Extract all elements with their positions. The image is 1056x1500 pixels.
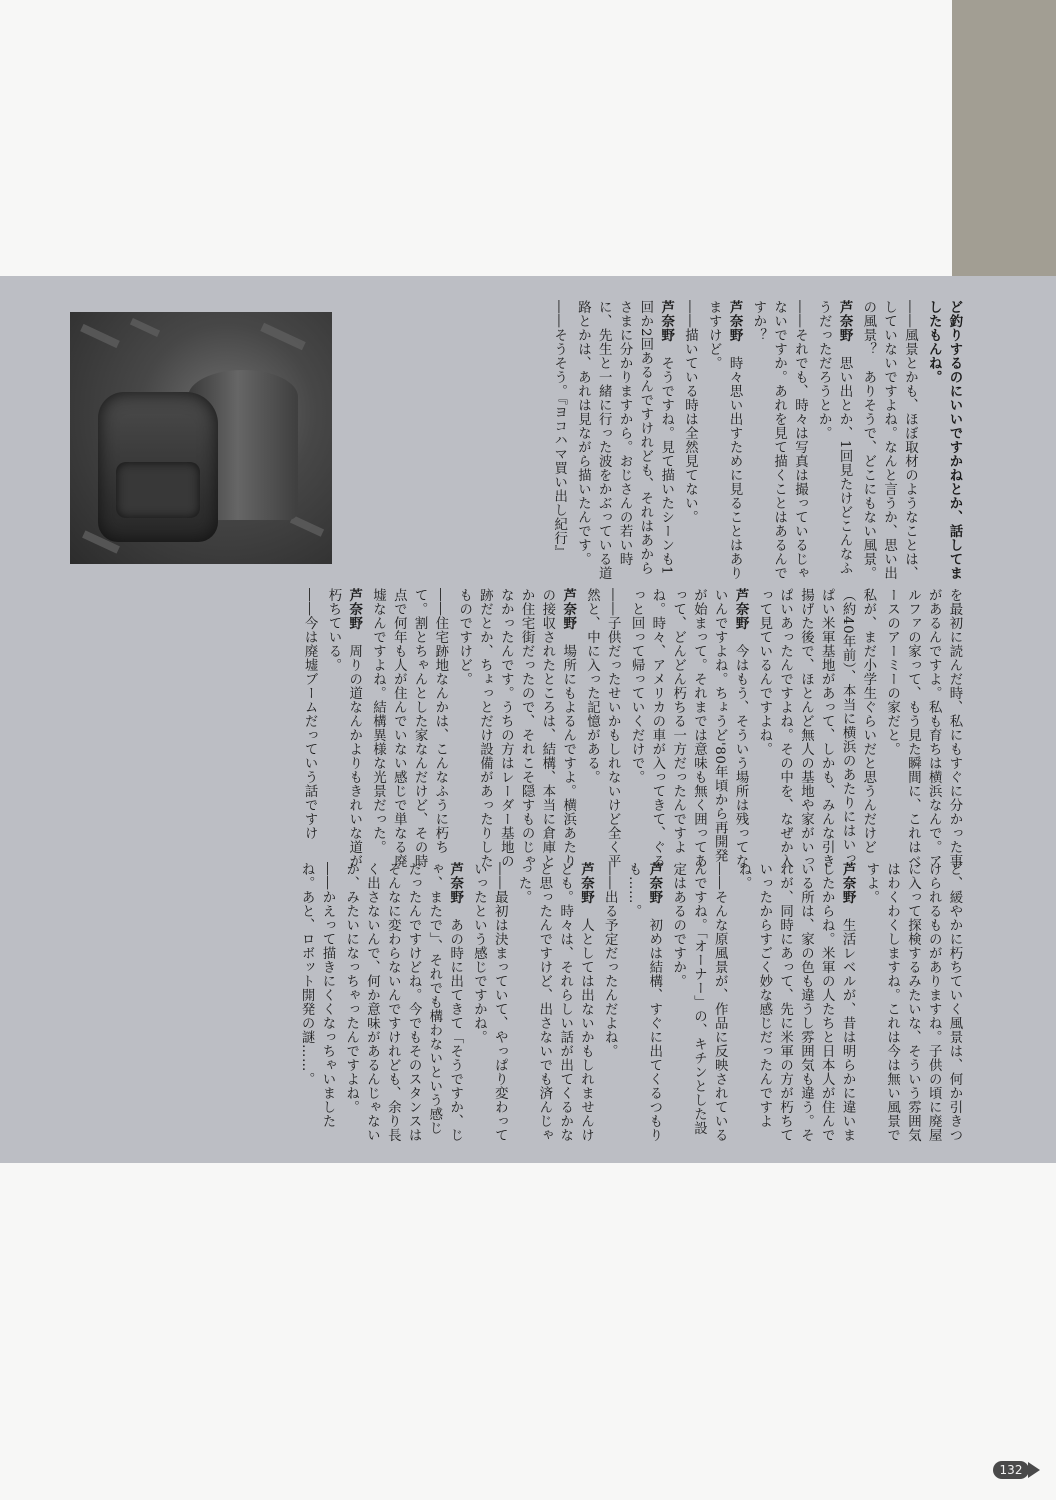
text-row-2 <box>40 588 964 878</box>
speaker-name: 芦奈野 <box>840 862 856 904</box>
paragraph <box>295 862 337 1147</box>
speaker-name: 芦奈野 <box>658 300 674 342</box>
paragraph <box>468 862 510 1147</box>
text-row-3 <box>40 862 964 1152</box>
paragraph-text: ――最初は決まっていて、やっぱり変わっていったという感じですかね。 <box>471 862 508 1142</box>
paragraph <box>453 588 578 873</box>
page-arrow-icon <box>1028 1462 1040 1478</box>
paragraph <box>298 588 319 873</box>
paragraph <box>702 300 744 585</box>
paragraph <box>340 862 465 1147</box>
paragraph <box>732 862 857 1147</box>
paragraph-text: 場所にもよるんですよ。横浜あたりの接収されたところは、結構、本当に倉庫とか住宅街だったので、それこそ隠すものじゃなかったんです。うちの方はレーダー基地の跡だとか、ちょっとだけ設備があったりしたものですけど。 <box>456 588 576 868</box>
paragraph <box>881 588 964 873</box>
speaker-name: 芦奈野 <box>733 588 749 630</box>
paragraph-text: ――そうそう。『ヨコハマ買い出し紀行』 <box>551 300 567 560</box>
corner-tab <box>952 0 1056 305</box>
paragraph-text: ――住宅跡地なんかは、こんなふうに朽ちて。割とちゃんとした家なんだけど、その時点で何年も人が住んでいない感じで単なる廃墟なんですよね。結構異様な光景だった。 <box>370 588 448 868</box>
paragraph-text: ――そんな原風景が、作品に反映されているんですね。「オーナー」の、キチンとした設定はあるのですか。 <box>670 862 728 1142</box>
paragraph <box>548 300 569 585</box>
paragraph <box>667 862 729 1147</box>
paragraph <box>622 862 664 1147</box>
speaker-name: 芦奈野 <box>447 862 463 904</box>
paragraph-text: ――今は廃墟ブームだっていう話ですけ <box>302 588 318 840</box>
paragraph-text: 人としては出ないかもしれませんけども。時々は、それらしい話が出てくるかなと思ったんですけど、出さないでも済んじゃった。 <box>516 862 594 1142</box>
speaker-name: 芦奈野 <box>560 588 576 630</box>
speaker-name: 芦奈野 <box>346 588 362 630</box>
paragraph-text: 周りの道なんかよりもきれいな道が朽ちている。 <box>325 588 362 868</box>
paragraph-text: ど釣りするのにいいですかねとか、話してましたもんね。 <box>926 300 962 580</box>
paragraph-text: ――風景とかも、ほぼ取材のようなことは、していないですよね。なんと言うか、思い出の風景？ ありそうで、どこにもない風景。 <box>860 300 918 580</box>
paragraph <box>512 862 595 1147</box>
paragraph <box>598 862 619 1147</box>
paragraph <box>860 862 964 1147</box>
paragraph-text: そうですね。見て描いたシーンも1回か2回あるんですけれども、それはあからさまに分かりますから。おじさんの若い時に、先生と一緒に行った波をかぶっている道路とかは、あれは見ながら描いたんです。 <box>575 300 674 580</box>
paragraph <box>322 588 364 873</box>
paragraph-text: ――描いている時は全然見てない。 <box>682 300 698 524</box>
paragraph-text: 初めは結構、すぐに出てくるつもりも……。 <box>626 862 662 1142</box>
speaker-name: 芦奈野 <box>646 862 662 904</box>
speaker-name: 芦奈野 <box>727 300 743 342</box>
paragraph-text: あの時に出てきて「そうですか、じゃ、またで」、それでも構わないという感じだったんですけどね。今でもそのスタンスはそんなに変わらないんですけれども、余り長く出さないんで、何か意味があるんじゃないか、みたいになっちゃったんですよね。 <box>343 862 463 1142</box>
paragraph <box>581 588 623 873</box>
paragraph-text: 生活レベルが、昔は明らかに違いましたからね。米軍の人たちと日本人が住んでいる所は、家の色も違うし雰囲気も違う。それが、同時にあって、先に米軍の方が朽ちていったからすごく妙な感じだったんですよね。 <box>736 862 856 1142</box>
paragraph <box>857 300 919 585</box>
paragraph-text: ど、緩やかに朽ちていく風景は、何か引きつけられるものがありますね。子供の頃に廃屋に入って探検するみたいな、そういう雰囲気はわくわくしますね。これは今は無い風景ですよ。 <box>863 862 962 1142</box>
text-row-1 <box>40 300 964 590</box>
paragraph <box>922 300 964 585</box>
paragraph-text: 今はもう、そういう場所は残ってないんですよね。ちょうど'80年頃から再開発が始まって。それまでは意味も無く囲ってあって、どんどん朽ちる一方だったんですよね。時々、アメリカの車が入ってきて、ぐるっと回って帰っていくだけで。 <box>629 588 749 868</box>
speaker-name: 芦奈野 <box>578 862 594 904</box>
paragraph-text: ――出る予定だったんだよね。 <box>602 862 618 1058</box>
paragraph-text: ――それでも、時々は写真は撮っているじゃないですか。あれを見て描くことはあるんですか？ <box>750 300 808 580</box>
paragraph-text: を最初に読んだ時、私にもすぐに分かった事があるんですよ。私も育ちは横浜なんで。アルファの家って、もう見た瞬間に、これはベースのアーミーの家だと。 <box>884 588 962 868</box>
paragraph-text: 私が、まだ小学生ぐらいだと思うんだけど（約40年前）、本当に横浜のあたりにはいっぱい米軍基地があって、しかも、みんな引き揚げた後で、ほとんど無人の基地や家がいっぱいあったんですよね。その中を、なぜか入って見ているんですよね。 <box>756 588 876 868</box>
paragraph <box>625 588 750 873</box>
page-number: 132 <box>993 1461 1029 1479</box>
paragraph <box>367 588 450 873</box>
paragraph <box>747 300 809 585</box>
paragraph <box>572 300 676 585</box>
paragraph <box>679 300 700 585</box>
paragraph-text: 思い出とか、1回見たけどこんなふうだっただろうとか。 <box>816 300 853 576</box>
paragraph-text: 時々思い出すために見ることはありますけど。 <box>706 300 743 580</box>
speaker-name: 芦奈野 <box>837 300 853 342</box>
paragraph <box>753 588 878 873</box>
paragraph-text: ――子供だったせいかもしれないけど全く平然と、中に入った記憶がある。 <box>584 588 621 868</box>
paragraph <box>812 300 854 585</box>
paragraph-text: ――かえって描きにくくなっちゃいましたね。あと、ロボット開発の謎……。 <box>299 862 335 1128</box>
